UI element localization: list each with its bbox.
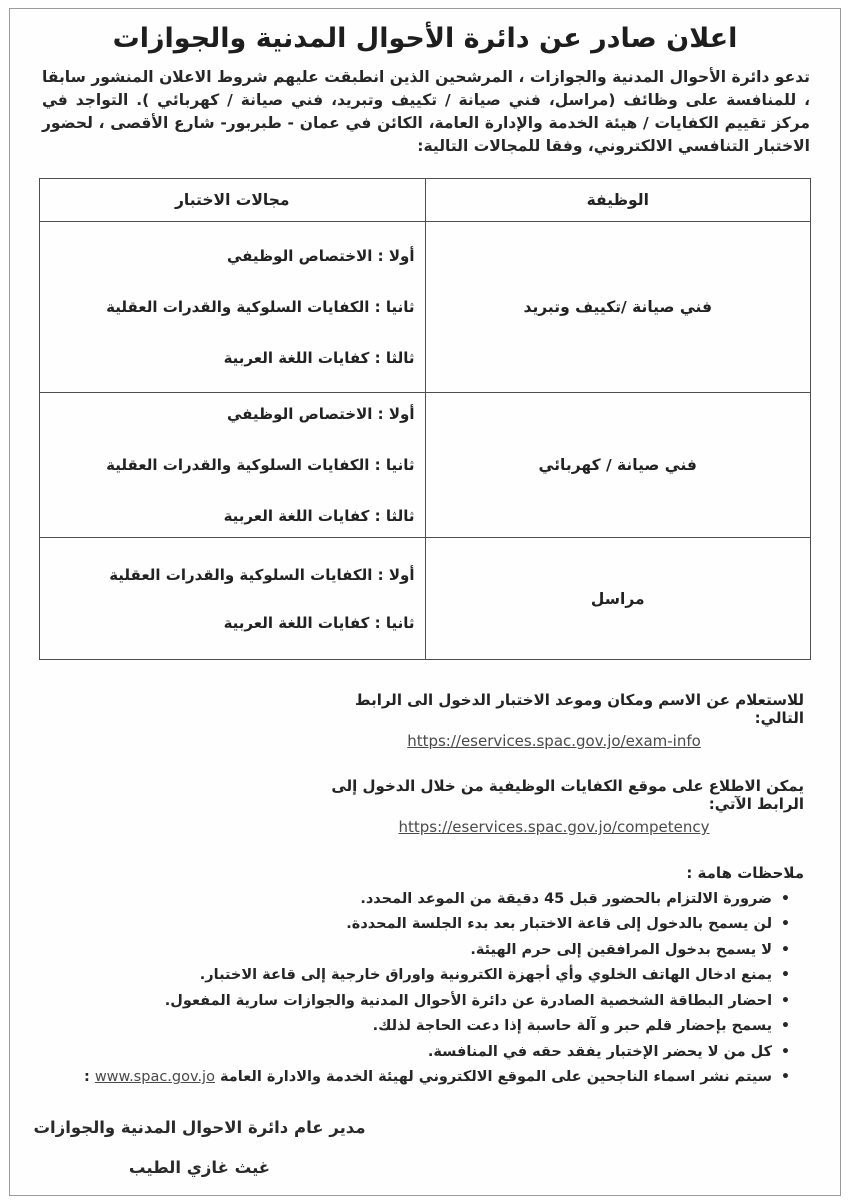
exam-fields-list — [46, 405, 415, 525]
exam-field: أولا : الكفايات السلوكية والقدرات العقلية — [109, 565, 415, 584]
exam-field: أولا : الاختصاص الوظيفي — [226, 405, 415, 423]
exam-info-link[interactable]: https://eservices.spac.gov.jo/exam-info — [407, 732, 701, 750]
table-header-row — [40, 179, 811, 222]
table-row — [40, 393, 811, 538]
bullet-icon: • — [781, 890, 790, 907]
competency-link-group — [304, 777, 804, 836]
note-text: لا يسمح بدخول المرافقين إلى حرم الهيئة. — [470, 941, 773, 958]
bullet-icon: • — [781, 1069, 790, 1085]
exam-info-link-group — [304, 691, 804, 750]
note-item — [40, 992, 804, 1010]
signature-title: مدير عام دائرة الاحوال المدنية والجوازات — [33, 1118, 366, 1137]
job-cell: مراسل — [425, 538, 811, 660]
exam-fields-list — [46, 566, 415, 632]
column-header-job: الوظيفة — [425, 179, 811, 222]
note-item-with-link — [40, 1068, 804, 1086]
exam-fields-list — [46, 247, 415, 367]
document-page — [9, 8, 841, 1196]
note-item — [40, 890, 804, 908]
note-text: يسمح بإحضار قلم حبر و آلة حاسبة إذا دعت الحاجة لذلك. — [372, 1018, 773, 1034]
spac-website-link[interactable]: www.spac.gov.jo — [94, 1069, 215, 1085]
table-row — [40, 538, 811, 660]
note-item — [40, 915, 804, 933]
note-text: لن يسمح بالدخول إلى قاعة الاختبار بعد بدء الجلسة المحددة. — [346, 916, 773, 932]
exam-info-link-label: للاستعلام عن الاسم ومكان وموعد الاختبار الدخول الى الرابط التالي: — [355, 691, 804, 727]
job-cell: فني صيانة / كهربائي — [425, 393, 811, 538]
notes-section — [40, 864, 804, 1086]
intro-paragraph: تدعو دائرة الأحوال المدنية والجوازات ، المرشحين الذين انطبقت عليهم شروط الاعلان المنشور سابقا ، للمنافسة على وظائف (مراسل، فني صيانة / تكييف وتبريد، فني صيانة / كهربائي ). التواجد في مركز تقييم الكفايات / هيئة الخدمة والإدارة العامة، الكائن في عمان - طبربور- شارع الأقصى ، لحضور الاختبار التنافسي الالكتروني، وفقا للمجالات التالية: — [42, 68, 810, 155]
job-cell: فني صيانة /تكييف وتبريد — [425, 222, 811, 393]
table-row — [40, 222, 811, 393]
bullet-icon: • — [781, 1043, 790, 1060]
note-text: ضرورة الالتزام بالحضور قبل 45 دقيقة من الموعد المحدد. — [360, 890, 773, 907]
exam-table-wrapper — [39, 178, 811, 660]
exam-field: ثانيا : كفايات اللغة العربية — [223, 613, 415, 632]
exam-fields-cell — [40, 222, 426, 393]
notes-heading: ملاحظات هامة : — [686, 864, 804, 882]
notes-list — [40, 890, 804, 1087]
exam-fields-cell — [40, 393, 426, 538]
note-item — [40, 1017, 804, 1035]
note-item — [40, 1043, 804, 1061]
exam-field: ثانيا : الكفايات السلوكية والقدرات العقلية — [106, 298, 415, 316]
note-item — [40, 966, 804, 984]
exam-field: ثالثا : كفايات اللغة العربية — [223, 349, 415, 367]
note-text-with-link — [84, 1068, 772, 1086]
note-item — [40, 941, 804, 959]
note-text: سيتم نشر اسماء الناجحين على الموقع الالكتروني لهيئة الخدمة والادارة العامة — [220, 1069, 773, 1085]
bullet-icon: • — [781, 1018, 790, 1034]
exam-fields-cell — [40, 538, 426, 660]
competency-link[interactable]: https://eservices.spac.gov.jo/competency — [398, 818, 710, 836]
note-text: يمنع ادخال الهاتف الخلوي وأي أجهزة الكترونية واوراق خارجية إلى قاعة الاختبار. — [199, 967, 773, 983]
column-header-exam-fields: مجالات الاختبار — [40, 179, 426, 222]
bullet-icon: • — [781, 941, 790, 958]
page-title: اعلان صادر عن دائرة الأحوال المدنية والجوازات — [112, 23, 738, 54]
signature-block — [32, 1118, 367, 1187]
bullet-icon: • — [781, 967, 790, 983]
links-section — [304, 691, 804, 836]
exam-field: ثالثا : كفايات اللغة العربية — [223, 507, 415, 525]
bullet-icon: • — [781, 992, 790, 1009]
note-text: كل من لا يحضر الإختبار يفقد حقه في المنافسة. — [427, 1043, 773, 1060]
note-suffix: : — [83, 1069, 95, 1085]
exam-field: أولا : الاختصاص الوظيفي — [226, 247, 415, 265]
exam-table — [39, 178, 811, 660]
signature-name: غيث غازي الطيب — [128, 1158, 271, 1177]
bullet-icon: • — [781, 916, 790, 932]
competency-link-label: يمكن الاطلاع على موقع الكفايات الوظيفية من خلال الدخول إلى الرابط الآتي: — [331, 777, 804, 813]
note-text: احضار البطاقة الشخصية الصادرة عن دائرة الأحوال المدنية والجوازات سارية المفعول. — [164, 992, 773, 1009]
exam-field: ثانيا : الكفايات السلوكية والقدرات العقلية — [106, 456, 415, 474]
